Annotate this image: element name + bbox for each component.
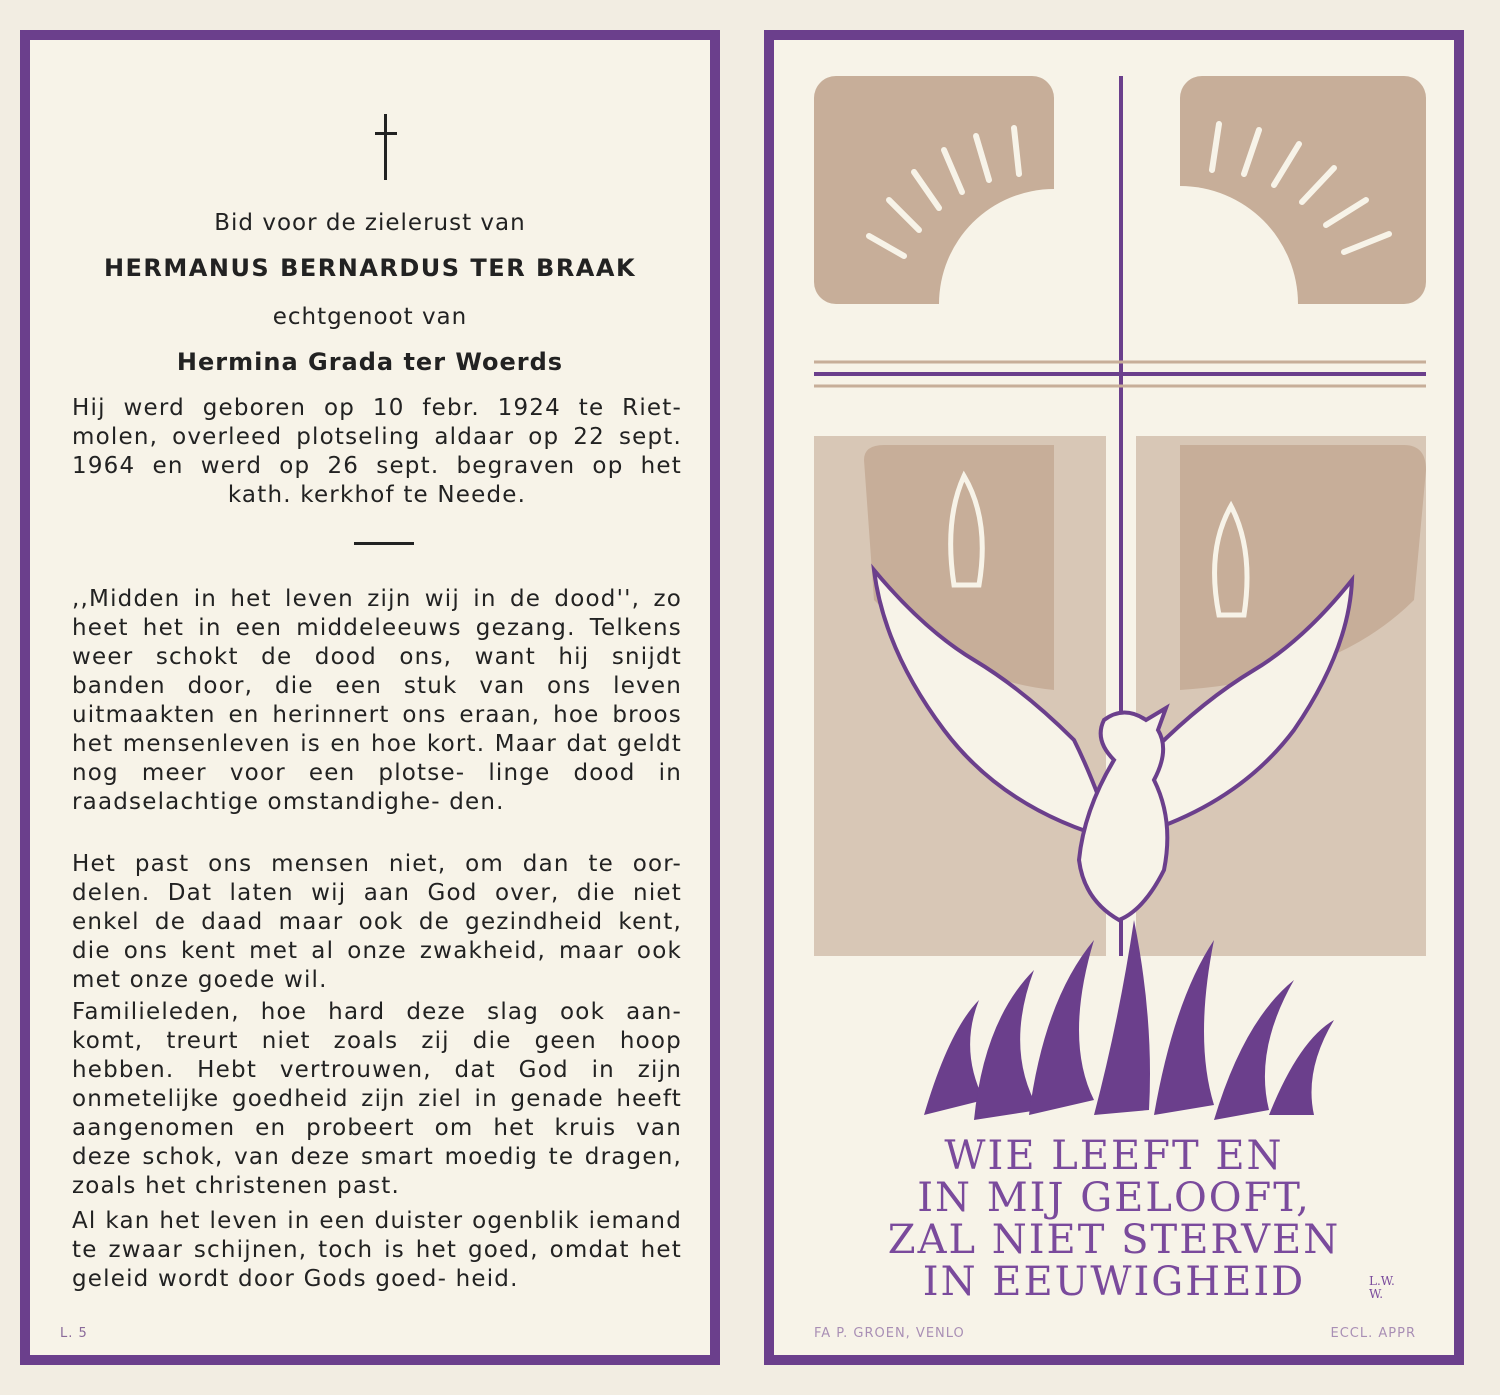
cross-icon (375, 114, 397, 180)
biography: Hij werd geboren op 10 febr. 1924 te Riet- molen, overleed plotseling aldaar op 22 sept. 1964 en werd op 26 sept. begraven op het kath. kerkhof te Neede. (72, 395, 682, 508)
text-paragraph: ,,Midden in het leven zijn wij in de dood'', zo heet het in een middeleeuws gezang. Telkens weer schokt de dood ons, want hij snijdt banden door, die een stuk van ons leven uitmaakten en herinnert ons eraan, hoe broos het mensenleven is en hoe kort. Maar dat geldt nog meer voor een plotse- linge dood in raadselachtige omstandighe- den. (72, 586, 682, 815)
artist-signature: L.W. W. (1369, 1274, 1395, 1301)
scripture-motto (814, 1135, 1414, 1303)
spouse-label: echtgenoot van (272, 304, 468, 330)
deceased-name: HERMANUS BERNARDUS TER BRAAK (103, 254, 637, 282)
ecclesiastical-approval: ECCL. APPR (1330, 1326, 1416, 1341)
card-code: L. 5 (60, 1326, 88, 1341)
text-paragraph: Het past ons mensen niet, om dan te oor- delen. Dat laten wij aan God over, die niet enkel de daad maar ook de gezindheid kent, die ons kent met al onze zwakheid, maar ook met onze goede wil. (72, 851, 682, 993)
prayer-invitation: Bid voor de zielerust van (214, 210, 526, 236)
spouse-name: Hermina Grada ter Woerds (176, 348, 564, 376)
motto-line: WIE LEEFT EN (944, 1133, 1284, 1179)
printer-credit: FA P. GROEN, VENLO (814, 1326, 965, 1341)
divider (354, 542, 414, 545)
text-paragraph: Familieleden, hoe hard deze slag ook aan- komt, treurt niet zoals zij die geen hoop hebben. Hebt vertrouwen, dat God in zijn onmetelijke goedheid zijn ziel in genade heeft aangenomen en probeert om het kruis van deze schok, van deze smart moedig te dragen, zoals het christenen past. (72, 999, 682, 1199)
motto-line: ZAL NIET STERVEN (887, 1217, 1341, 1263)
motto-line: IN EEUWIGHEID (922, 1259, 1306, 1305)
memorial-image-card (764, 30, 1464, 1365)
memorial-text-card (20, 30, 720, 1365)
motto-line: IN MIJ GELOOFT, (917, 1175, 1311, 1221)
text-paragraph: Al kan het leven in een duister ogenblik iemand te zwaar schijnen, toch is het goed, omdat het geleid wordt door Gods goed- heid. (72, 1208, 682, 1292)
